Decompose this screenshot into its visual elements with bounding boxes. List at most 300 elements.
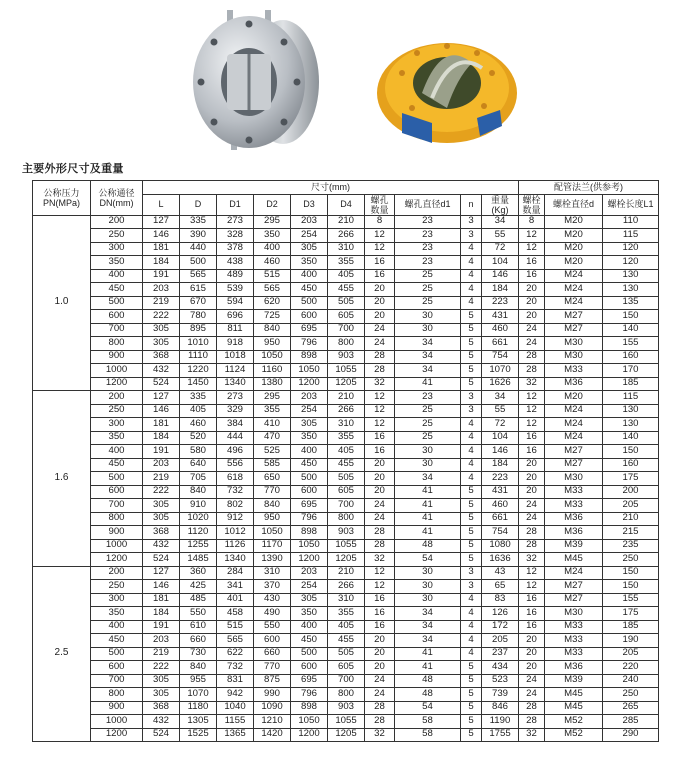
table-cell: 903 <box>328 350 365 364</box>
table-cell: 460 <box>254 256 291 270</box>
table-cell: 1200 <box>291 377 328 391</box>
table-cell: 1210 <box>254 715 291 729</box>
table-cell: 284 <box>217 566 254 580</box>
table-cell: 1305 <box>180 715 217 729</box>
table-cell: 458 <box>217 607 254 621</box>
table-cell: 254 <box>291 229 328 243</box>
table-cell: 384 <box>217 418 254 432</box>
table-cell: M24 <box>545 283 603 297</box>
table-cell: 300 <box>91 418 143 432</box>
table-cell: M27 <box>545 323 603 337</box>
table-row <box>33 715 659 729</box>
table-cell: M45 <box>545 553 603 567</box>
table-cell: 20 <box>519 647 545 661</box>
table-cell: 181 <box>143 593 180 607</box>
table-cell: 16 <box>519 607 545 621</box>
table-cell: 1626 <box>482 377 519 391</box>
table-cell: 556 <box>217 458 254 472</box>
table-cell: M36 <box>545 526 603 540</box>
table-cell: 4 <box>461 647 482 661</box>
table-cell: 48 <box>395 539 461 553</box>
table-cell: 898 <box>291 350 328 364</box>
table-cell: 20 <box>519 661 545 675</box>
table-cell: 127 <box>143 566 180 580</box>
table-cell: 200 <box>91 391 143 405</box>
table-cell: 802 <box>217 499 254 513</box>
table-cell: 34 <box>395 350 461 364</box>
table-cell: 444 <box>217 431 254 445</box>
table-row <box>33 634 659 648</box>
table-cell: 800 <box>328 688 365 702</box>
table-cell: 730 <box>180 647 217 661</box>
table-cell: 450 <box>291 634 328 648</box>
table-cell: 24 <box>519 688 545 702</box>
table-cell: 1205 <box>328 377 365 391</box>
table-row <box>33 688 659 702</box>
table-cell: M27 <box>545 593 603 607</box>
table-body <box>33 215 659 742</box>
table-row <box>33 485 659 499</box>
table-cell: 600 <box>291 310 328 324</box>
table-cell: 16 <box>365 431 395 445</box>
table-cell: 200 <box>603 485 659 499</box>
table-cell: 300 <box>91 242 143 256</box>
table-cell: 1200 <box>291 553 328 567</box>
table-cell: M20 <box>545 256 603 270</box>
table-cell: 34 <box>395 337 461 351</box>
table-cell: 191 <box>143 620 180 634</box>
table-cell: 16 <box>519 620 545 634</box>
table-cell: 184 <box>143 607 180 621</box>
table-cell: M45 <box>545 688 603 702</box>
table-cell: 1000 <box>91 364 143 378</box>
table-cell: 30 <box>395 310 461 324</box>
table-cell: 840 <box>254 499 291 513</box>
table-cell: 4 <box>461 634 482 648</box>
table-cell: 184 <box>143 256 180 270</box>
table-row <box>33 580 659 594</box>
table-cell: 32 <box>519 728 545 742</box>
table-cell: 955 <box>180 674 217 688</box>
table-cell: 1040 <box>217 701 254 715</box>
table-cell: 650 <box>254 472 291 486</box>
table-row <box>33 701 659 715</box>
table-cell: 12 <box>519 580 545 594</box>
table-cell: 1450 <box>180 377 217 391</box>
table-cell: 25 <box>395 283 461 297</box>
table-cell: 1120 <box>180 526 217 540</box>
table-cell: 405 <box>180 404 217 418</box>
table-cell: 127 <box>143 215 180 229</box>
table-cell: 438 <box>217 256 254 270</box>
table-cell: 140 <box>603 431 659 445</box>
table-cell: 222 <box>143 310 180 324</box>
table-cell: 368 <box>143 350 180 364</box>
table-cell: 5 <box>461 553 482 567</box>
table-cell: 515 <box>217 620 254 634</box>
table-cell: 305 <box>143 323 180 337</box>
table-cell: 127 <box>143 391 180 405</box>
table-cell: M45 <box>545 701 603 715</box>
table-cell: 24 <box>519 512 545 526</box>
table-row <box>33 283 659 297</box>
table-cell: 405 <box>328 620 365 634</box>
table-cell: 1255 <box>180 539 217 553</box>
table-cell: 796 <box>291 512 328 526</box>
table-cell: 670 <box>180 296 217 310</box>
table-cell: 1055 <box>328 539 365 553</box>
table-cell: 146 <box>143 580 180 594</box>
table-cell: 410 <box>254 418 291 432</box>
table-cell: 5 <box>461 350 482 364</box>
table-cell: 28 <box>519 526 545 540</box>
table-cell: 505 <box>328 647 365 661</box>
table-cell: 500 <box>91 472 143 486</box>
table-cell: 54 <box>395 701 461 715</box>
table-cell: 41 <box>395 499 461 513</box>
table-cell: 1170 <box>254 539 291 553</box>
table-cell: 104 <box>482 431 519 445</box>
table-cell: 34 <box>395 364 461 378</box>
table-cell: 146 <box>143 404 180 418</box>
header-bolt-count-text: 螺栓 数量 <box>522 194 541 215</box>
table-cell: 460 <box>482 323 519 337</box>
table-cell: 1124 <box>217 364 254 378</box>
table-cell: 219 <box>143 296 180 310</box>
table-cell: 305 <box>143 337 180 351</box>
table-cell: 370 <box>254 580 291 594</box>
table-cell: 5 <box>461 512 482 526</box>
table-cell: 200 <box>91 215 143 229</box>
table-cell: 360 <box>180 566 217 580</box>
table-cell: 378 <box>217 242 254 256</box>
table-cell: 30 <box>395 458 461 472</box>
table-cell: 565 <box>254 283 291 297</box>
table-cell: 500 <box>91 296 143 310</box>
table-cell: 3 <box>461 404 482 418</box>
table-cell: M27 <box>545 445 603 459</box>
table-cell: 20 <box>519 634 545 648</box>
table-cell: 254 <box>291 404 328 418</box>
table-cell: 4 <box>461 242 482 256</box>
table-cell: 5 <box>461 526 482 540</box>
table-cell: 16 <box>365 256 395 270</box>
table-cell: 5 <box>461 337 482 351</box>
table-cell: 41 <box>395 485 461 499</box>
table-cell: 130 <box>603 283 659 297</box>
header-l: L <box>143 194 180 215</box>
table-cell: 895 <box>180 323 217 337</box>
table-cell: 1055 <box>328 715 365 729</box>
table-cell: 160 <box>603 350 659 364</box>
table-cell: 203 <box>291 391 328 405</box>
table-cell: 203 <box>291 566 328 580</box>
table-cell: M36 <box>545 512 603 526</box>
table-cell: 368 <box>143 526 180 540</box>
table-cell: 205 <box>482 634 519 648</box>
table-cell: 72 <box>482 418 519 432</box>
table-cell: 20 <box>519 458 545 472</box>
table-cell: 605 <box>328 310 365 324</box>
header-bolt-hole-dia: 螺孔直径d1 <box>395 194 461 215</box>
table-cell: 305 <box>143 688 180 702</box>
table-cell: 34 <box>482 391 519 405</box>
table-cell: 500 <box>180 256 217 270</box>
table-cell: 405 <box>328 445 365 459</box>
table-cell: 12 <box>365 580 395 594</box>
table-row <box>33 418 659 432</box>
table-cell: 1000 <box>91 539 143 553</box>
table-cell: M30 <box>545 350 603 364</box>
table-cell: 58 <box>395 715 461 729</box>
table-cell: 266 <box>328 404 365 418</box>
table-cell: 28 <box>365 539 395 553</box>
table-cell: 1340 <box>217 553 254 567</box>
table-cell: 104 <box>482 256 519 270</box>
table-cell: 696 <box>217 310 254 324</box>
table-cell: 780 <box>180 310 217 324</box>
table-cell: 5 <box>461 310 482 324</box>
table-cell: 150 <box>603 310 659 324</box>
table-cell: 30 <box>395 566 461 580</box>
header-bolt-hole-count <box>365 194 395 215</box>
table-cell: 191 <box>143 445 180 459</box>
table-cell: 130 <box>603 269 659 283</box>
table-cell: 24 <box>365 323 395 337</box>
table-cell: 295 <box>254 391 291 405</box>
table-cell: 431 <box>482 310 519 324</box>
table-row <box>33 593 659 607</box>
pressure-cell: 1.0 <box>33 215 91 391</box>
table-cell: 175 <box>603 607 659 621</box>
table-cell: 110 <box>603 215 659 229</box>
table-cell: 12 <box>519 418 545 432</box>
table-cell: 150 <box>603 580 659 594</box>
table-cell: 1380 <box>254 377 291 391</box>
table-cell: 24 <box>365 499 395 513</box>
table-cell: 770 <box>254 661 291 675</box>
table-cell: 1205 <box>328 553 365 567</box>
table-cell: 305 <box>291 242 328 256</box>
header-bolt-count <box>519 194 545 215</box>
table-cell: 4 <box>461 458 482 472</box>
table-cell: M20 <box>545 229 603 243</box>
table-cell: 12 <box>365 242 395 256</box>
table-cell: 28 <box>519 364 545 378</box>
table-cell: 200 <box>91 566 143 580</box>
table-cell: 172 <box>482 620 519 634</box>
table-cell: 16 <box>519 256 545 270</box>
table-cell: M33 <box>545 499 603 513</box>
table-cell: 450 <box>91 283 143 297</box>
table-cell: 219 <box>143 647 180 661</box>
table-cell: 28 <box>365 701 395 715</box>
table-cell: 505 <box>328 472 365 486</box>
table-cell: 295 <box>254 215 291 229</box>
table-cell: 58 <box>395 728 461 742</box>
table-cell: 20 <box>365 296 395 310</box>
table-cell: 355 <box>328 607 365 621</box>
table-cell: 525 <box>254 445 291 459</box>
table-cell: 335 <box>180 391 217 405</box>
table-cell: M20 <box>545 215 603 229</box>
table-cell: 265 <box>603 701 659 715</box>
table-cell: 600 <box>91 310 143 324</box>
table-cell: 460 <box>180 418 217 432</box>
table-cell: 1636 <box>482 553 519 567</box>
table-cell: 4 <box>461 296 482 310</box>
table-cell: 150 <box>603 566 659 580</box>
table-cell: 5 <box>461 377 482 391</box>
table-cell: 1200 <box>91 377 143 391</box>
table-cell: M33 <box>545 634 603 648</box>
table-cell: 28 <box>519 701 545 715</box>
table-cell: M30 <box>545 337 603 351</box>
table-row <box>33 431 659 445</box>
header-bolt-len: 螺栓长度L1 <box>603 194 659 215</box>
table-cell: 500 <box>291 472 328 486</box>
table-cell: 28 <box>519 539 545 553</box>
table-cell: 432 <box>143 539 180 553</box>
table-cell: 800 <box>91 337 143 351</box>
table-cell: 1525 <box>180 728 217 742</box>
table-cell: 903 <box>328 701 365 715</box>
table-cell: 210 <box>328 566 365 580</box>
table-cell: 754 <box>482 526 519 540</box>
table-cell: 54 <box>395 553 461 567</box>
table-cell: 335 <box>180 215 217 229</box>
table-row <box>33 553 659 567</box>
table-cell: 48 <box>395 688 461 702</box>
table-cell: 1050 <box>254 526 291 540</box>
table-cell: 32 <box>519 377 545 391</box>
table-cell: 28 <box>365 715 395 729</box>
table-cell: 23 <box>395 229 461 243</box>
header-d4: D4 <box>328 194 365 215</box>
table-cell: 1055 <box>328 364 365 378</box>
table-row <box>33 607 659 621</box>
table-cell: 661 <box>482 512 519 526</box>
table-cell: 430 <box>254 593 291 607</box>
table-cell: 898 <box>291 701 328 715</box>
table-cell: 150 <box>603 445 659 459</box>
table-cell: M33 <box>545 620 603 634</box>
table-row <box>33 310 659 324</box>
table-cell: 140 <box>603 323 659 337</box>
table-cell: 800 <box>328 337 365 351</box>
table-cell: 30 <box>395 580 461 594</box>
table-cell: 950 <box>254 512 291 526</box>
table-cell: 20 <box>365 485 395 499</box>
table-row <box>33 620 659 634</box>
table-cell: 515 <box>254 269 291 283</box>
table-cell: 34 <box>395 620 461 634</box>
table-cell: 400 <box>291 269 328 283</box>
table-cell: 305 <box>143 512 180 526</box>
table-cell: 1190 <box>482 715 519 729</box>
header-bolt-hole-count-text: 螺孔 数量 <box>370 194 389 215</box>
table-cell: 115 <box>603 229 659 243</box>
table-cell: 155 <box>603 337 659 351</box>
table-cell: 618 <box>217 472 254 486</box>
table-cell: 223 <box>482 296 519 310</box>
table-cell: M24 <box>545 404 603 418</box>
table-cell: 918 <box>217 337 254 351</box>
table-cell: 146 <box>143 229 180 243</box>
table-cell: 203 <box>143 458 180 472</box>
table-cell: 250 <box>91 404 143 418</box>
table-cell: 355 <box>254 404 291 418</box>
table-cell: 220 <box>603 661 659 675</box>
table-cell: 305 <box>143 499 180 513</box>
table-cell: 831 <box>217 674 254 688</box>
table-cell: 700 <box>328 499 365 513</box>
table-cell: 310 <box>254 566 291 580</box>
table-cell: 240 <box>603 674 659 688</box>
table-cell: 273 <box>217 215 254 229</box>
table-cell: 41 <box>395 512 461 526</box>
table-cell: 30 <box>395 445 461 459</box>
table-row <box>33 472 659 486</box>
table-row <box>33 337 659 351</box>
table-cell: 840 <box>180 661 217 675</box>
table-cell: M36 <box>545 661 603 675</box>
table-cell: 23 <box>395 215 461 229</box>
table-cell: 900 <box>91 350 143 364</box>
table-cell: 800 <box>328 512 365 526</box>
table-cell: 191 <box>143 269 180 283</box>
table-cell: 184 <box>482 458 519 472</box>
table-cell: 390 <box>180 229 217 243</box>
table-cell: 41 <box>395 526 461 540</box>
table-cell: M36 <box>545 377 603 391</box>
table-cell: 120 <box>603 242 659 256</box>
table-cell: 700 <box>91 323 143 337</box>
table-cell: 470 <box>254 431 291 445</box>
table-cell: 550 <box>180 607 217 621</box>
table-cell: 210 <box>328 215 365 229</box>
table-row <box>33 256 659 270</box>
table-cell: 24 <box>365 337 395 351</box>
table-cell: 3 <box>461 229 482 243</box>
table-cell: 16 <box>519 431 545 445</box>
table-cell: 355 <box>328 431 365 445</box>
table-cell: 432 <box>143 715 180 729</box>
table-cell: 1018 <box>217 350 254 364</box>
table-cell: 184 <box>482 283 519 297</box>
table-cell: 539 <box>217 283 254 297</box>
table-cell: 28 <box>365 364 395 378</box>
table-cell: 739 <box>482 688 519 702</box>
table-cell: 250 <box>603 553 659 567</box>
table-cell: 115 <box>603 391 659 405</box>
table-cell: 20 <box>365 310 395 324</box>
table-cell: 24 <box>519 323 545 337</box>
table-row <box>33 404 659 418</box>
table-cell: 732 <box>217 485 254 499</box>
table-row <box>33 526 659 540</box>
table-cell: 523 <box>482 674 519 688</box>
table-cell: 661 <box>482 337 519 351</box>
table-cell: 520 <box>180 431 217 445</box>
table-cell: 431 <box>482 485 519 499</box>
table-cell: 732 <box>217 661 254 675</box>
header-weight <box>482 194 519 215</box>
table-cell: 524 <box>143 377 180 391</box>
table-cell: 350 <box>91 431 143 445</box>
header-bolt-dia: 螺栓直径d <box>545 194 603 215</box>
table-cell: 1200 <box>291 728 328 742</box>
